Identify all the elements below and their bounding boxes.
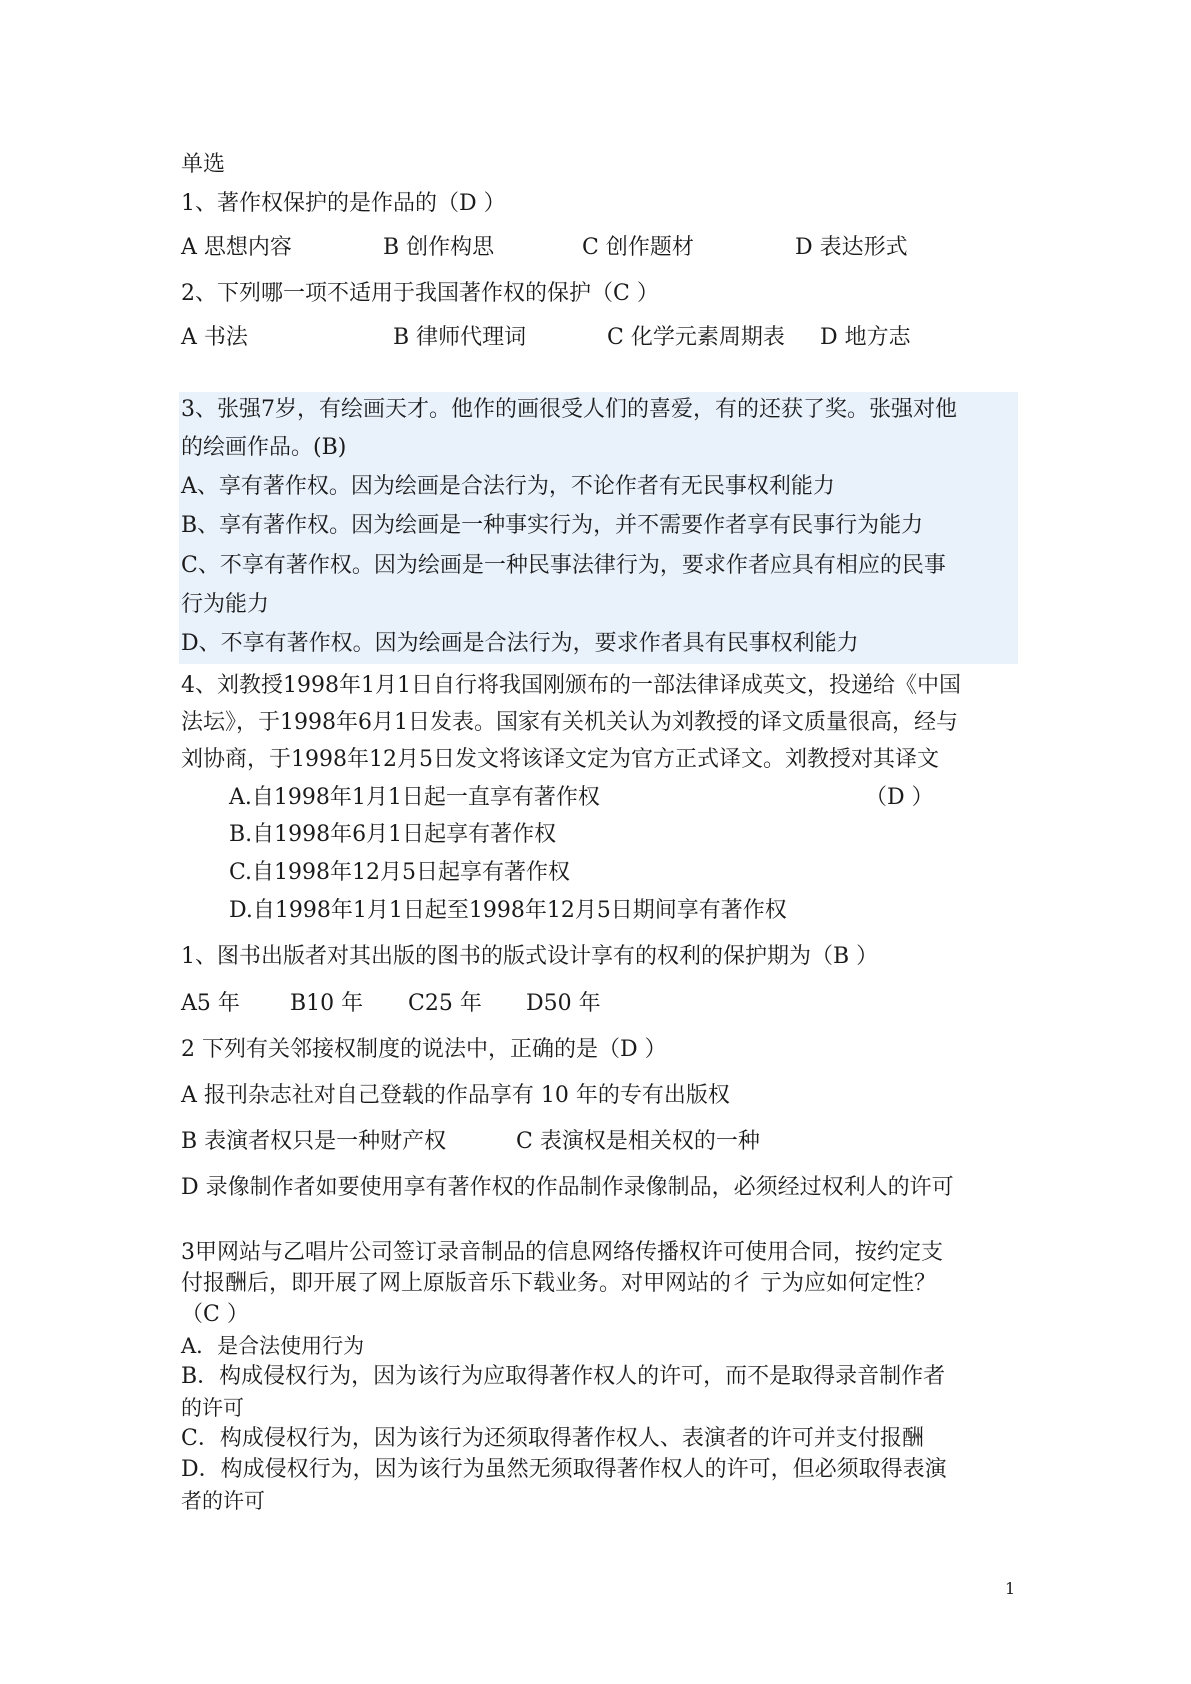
b2-q3-option-d-line-1: D．构成侵权行为，因为该行为虽然无须取得著作权人的许可，但必须取得表演 [181, 1457, 947, 1482]
q1-option-d: D 表达形式 [795, 235, 908, 260]
section-title: 单选 [181, 152, 226, 177]
b2-q2-option-a: A 报刊杂志社对自己登载的作品享有 10 年的专有出版权 [181, 1083, 730, 1108]
b2-q3-option-c: C．构成侵权行为，因为该行为还须取得著作权人、表演者的许可并支付报酬 [181, 1426, 924, 1451]
q2-option-d: D 地方志 [820, 325, 911, 350]
b2-q1-option-d: D50 年 [526, 991, 601, 1016]
q1-option-a: A 思想内容 [181, 235, 292, 260]
q3-option-b: B、享有著作权。因为绘画是一种事实行为，并不需要作者享有民事行为能力 [181, 513, 924, 538]
b2-q3-stem-line-2: 付报酬后，即开展了网上原版音乐下载业务。对甲网站的彳 亍为应如何定性？ [181, 1271, 936, 1296]
b2-q3-option-d-line-2: 者的许可 [181, 1489, 265, 1513]
q3-option-d: D、不享有著作权。因为绘画是合法行为，要求作者具有民事权利能力 [181, 631, 859, 656]
q4-option-c: C.自1998年12月5日起享有著作权 [229, 860, 571, 885]
q1-option-c: C 创作题材 [582, 235, 694, 260]
b2-q2-option-d: D 录像制作者如要使用享有著作权的作品制作录像制品，必须经过权利人的许可 [181, 1175, 954, 1200]
q4-stem-line-3: 刘协商，于1998年12月5日发文将该译文定为官方正式译文。刘教授对其译文 [181, 747, 939, 772]
b2-q3-stem-line-3: （C ） [181, 1302, 249, 1327]
b2-q1-option-c: C25 年 [408, 991, 482, 1016]
q3-option-a: A、享有著作权。因为绘画是合法行为，不论作者有无民事权利能力 [181, 474, 835, 499]
q4-option-b: B.自1998年6月1日起享有著作权 [229, 822, 557, 847]
q1-stem: 1、著作权保护的是作品的（D ） [181, 191, 506, 216]
b2-q1-stem: 1、图书出版者对其出版的图书的版式设计享有的权利的保护期为（B ） [181, 944, 879, 969]
b2-q1-option-a: A5 年 [181, 991, 240, 1016]
b2-q1-option-b: B10 年 [290, 991, 364, 1016]
q1-option-b: B 创作构思 [383, 235, 495, 260]
q4-stem-line-2: 法坛》，于1998年6月1日发表。国家有关机关认为刘教授的译文质量很高，经与 [181, 710, 958, 735]
q2-stem: 2、下列哪一项不适用于我国著作权的保护（C ） [181, 281, 659, 306]
q3-stem-line-2: 的绘画作品。(B) [181, 435, 347, 460]
q4-stem-line-1: 4、刘教授1998年1月1日自行将我国刚颁布的一部法律译成英文，投递给《中国 [181, 673, 961, 698]
q2-option-c: C 化学元素周期表 [607, 325, 785, 350]
q4-option-d: D.自1998年1月1日起至1998年12月5日期间享有著作权 [229, 898, 787, 923]
b2-q3-option-b-line-1: B．构成侵权行为，因为该行为应取得著作权人的许可，而不是取得录音制作者 [181, 1364, 946, 1389]
b2-q2-option-c: C 表演权是相关权的一种 [516, 1129, 760, 1154]
q2-option-b: B 律师代理词 [393, 325, 527, 350]
q3-option-c-line-1: C、不享有著作权。因为绘画是一种民事法律行为，要求作者应具有相应的民事 [181, 553, 946, 578]
q4-answer: （D ） [865, 785, 934, 810]
b2-q2-option-b: B 表演者权只是一种财产权 [181, 1129, 447, 1154]
b2-q3-option-b-line-2: 的许可 [181, 1396, 244, 1420]
q4-option-a: A.自1998年1月1日起一直享有著作权 [229, 785, 600, 810]
q3-stem-line-1: 3、张强7岁，有绘画天才。他作的画很受人们的喜爱，有的还获了奖。张强对他 [181, 397, 957, 422]
q2-option-a: A 书法 [181, 325, 248, 350]
page-number: 1 [1005, 1579, 1016, 1598]
q3-option-c-line-2: 行为能力 [181, 592, 270, 617]
b2-q3-option-a: A．是合法使用行为 [181, 1334, 365, 1358]
b2-q2-stem: 2 下列有关邻接权制度的说法中，正确的是（D ） [181, 1037, 667, 1062]
b2-q3-stem-line-1: 3甲网站与乙唱片公司签订录音制品的信息网络传播权许可使用合同，按约定支 [181, 1240, 943, 1265]
